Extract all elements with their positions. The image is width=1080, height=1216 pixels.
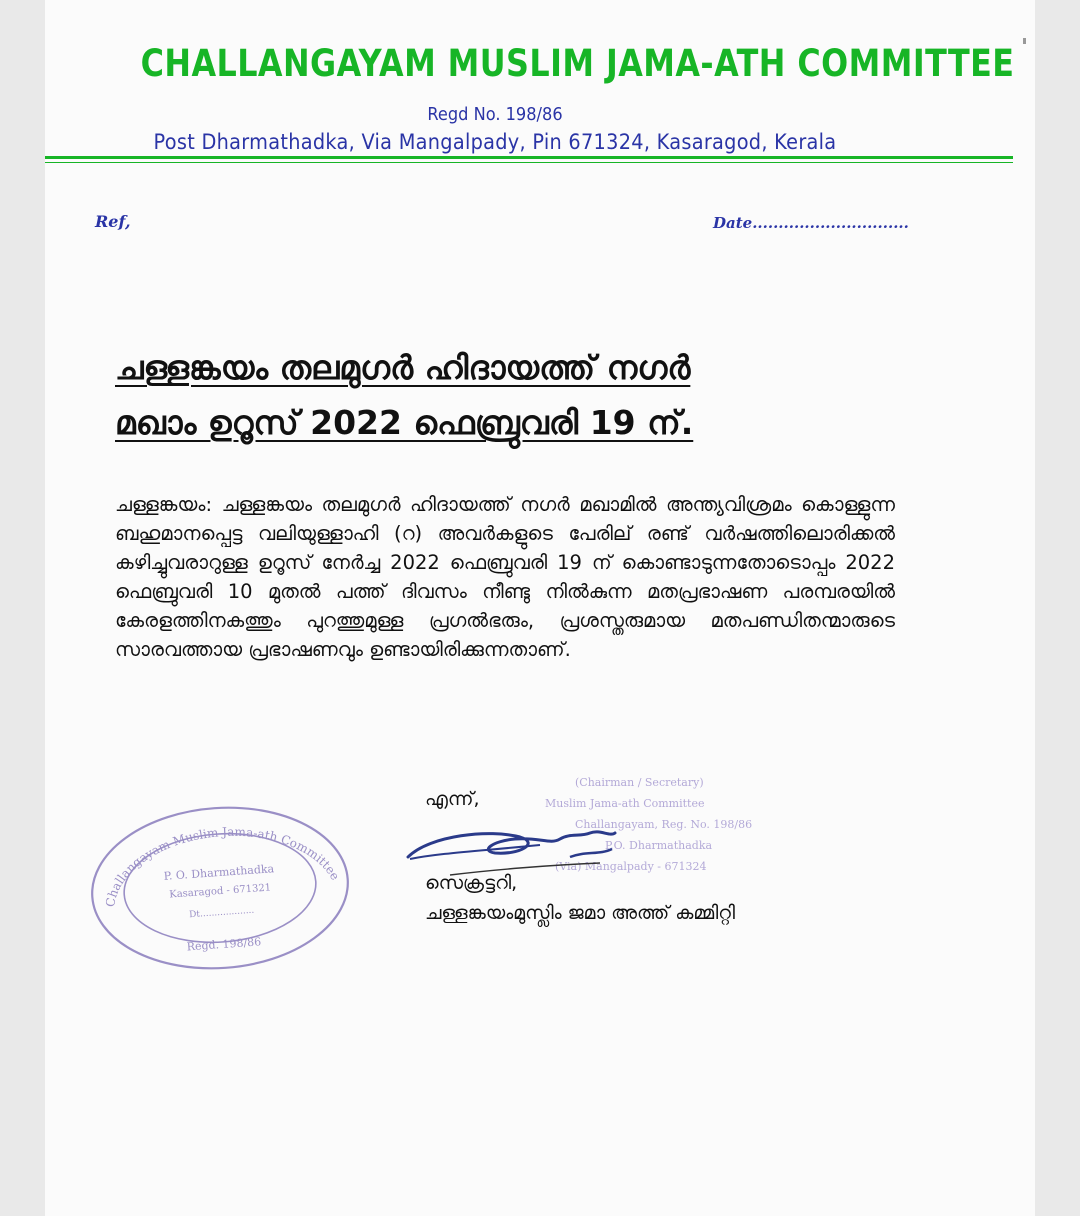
- letterhead-divider: [45, 156, 1013, 159]
- letter-body: ചള്ളങ്കയം: ചള്ളങ്കയം തലമുഗർ ഹിദായത്ത് നഗർ മഖാമിൽ അന്ത്യവിശ്രമം കൊള്ളുന്ന ബഹുമാനപ്പെട്ട വലിയുള്ളാഹി (റ) അവർകളുടെ പേരില് രണ്ട് വർഷത്തിലൊരിക്കൽ കഴിച്ചുവരാറുള്ള ഉറൂസ് നേർച്ച 2022 ഫെബ്രുവരി 19 ന് കൊണ്ടാടുന്നതോടൊപ്പം 2022 ഫെബ്രുവരി 10 മുതൽ പത്ത് ദിവസം നീണ്ടു നിൽകുന്ന മതപ്രഭാഷണ പരമ്പരയിൽ കേരളത്തിനകത്തും പുറത്തുമുള്ള പ്രഗൽഭരും, പ്രശസ്തരുമായ മതപണ്ഡിതന്മാരുടെ സാരവത്തായ പ്രഭാഷണവും ഉണ്ടായിരിക്കുന്നതാണ്.: [115, 493, 895, 661]
- svg-text:Dt...................: Dt...................: [188, 905, 255, 921]
- letter-page: [45, 0, 1035, 1216]
- svg-text:Kasaragod - 671321: Kasaragod - 671321: [168, 882, 272, 901]
- seal-stamp-icon: [85, 800, 355, 975]
- committee-name: ചള്ളങ്കയംമുസ്ലിം ജമാ അത്ത് കമ്മിറ്റി: [425, 902, 736, 924]
- committee-seal: [85, 800, 355, 979]
- heading-line-2: മഖാം ഉറൂസ് 2022 ഫെബ്രുവരി 19 ന്.: [115, 403, 694, 442]
- organization-address: Post Dharmathadka, Via Mangalpady, Pin 671324, Kasaragod, Kerala: [153, 130, 837, 154]
- date-label: Date..............................: [713, 214, 909, 232]
- stamp-line-4: P.O. Dharmathadka: [605, 839, 713, 852]
- letterhead-divider-thin: [45, 162, 1013, 163]
- stamp-line-2: Muslim Jama-ath Committee: [545, 797, 705, 810]
- svg-text:Regd. 198/86: Regd. 198/86: [186, 935, 262, 954]
- stamp-line-1: (Chairman / Secretary): [575, 776, 704, 789]
- organization-name: CHALLANGAYAM MUSLIM JAMA-ATH COMMITTEE: [140, 42, 1015, 85]
- ref-label: Ref,: [95, 212, 131, 231]
- letter-heading: [115, 340, 895, 450]
- scan-speck: [1023, 38, 1026, 44]
- heading-line-1: ചള്ളങ്കയം തലമുഗർ ഹിദായത്ത് നഗർ: [115, 348, 691, 387]
- stamp-line-5: (Via) Mangalpady - 671324: [555, 860, 707, 873]
- seal-ring-text: Challangayam Muslim Jama-ath Committee: [103, 824, 343, 909]
- registration-number: Regd No. 198/86: [427, 104, 563, 125]
- svg-text:P. O. Dharmathadka: P. O. Dharmathadka: [163, 862, 275, 883]
- secretary-title: സെക്രട്ടറി,: [425, 872, 518, 894]
- stamp-line-3: Challangayam, Reg. No. 198/86: [575, 818, 753, 831]
- closing-word: എന്ന്,: [425, 788, 480, 810]
